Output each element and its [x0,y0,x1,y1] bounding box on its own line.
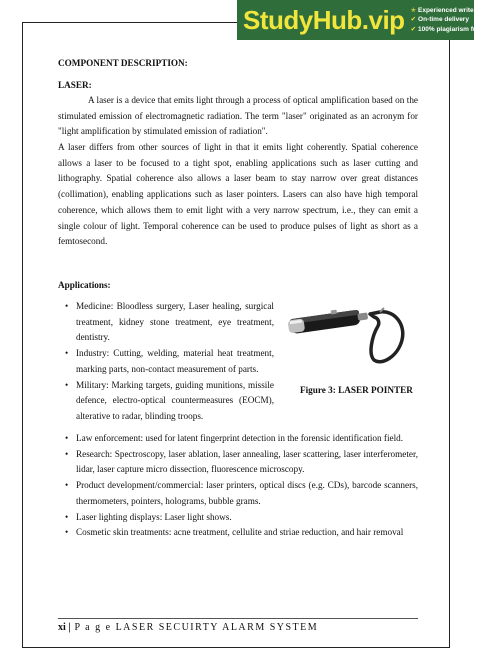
page-footer [58,622,318,633]
page-label: P a g e [74,622,112,633]
list-item: • Industry: Cutting, welding, material heat treatment, marking parts, non-contact measurement of parts. [76,346,274,377]
check-icon: ✔ [410,16,417,24]
document-title: LASER SECUIRTY ALARM SYSTEM [115,622,319,633]
applications-list-bottom [64,431,418,541]
brand-logo: StudyHub.vip [243,4,405,35]
check-icon: ✔ [410,25,417,33]
list-item: • Military: Marking targets, guiding munitions, missile defence, electro-optical countermeasures (EOCM), alterative to radar, blinding troops. [76,378,274,425]
figure-caption: Figure 3: LASER POINTER [300,385,413,395]
section-title: COMPONENT DESCRIPTION: [58,58,188,68]
studyhub-banner[interactable] [237,0,483,40]
applications-list-top [64,299,274,425]
laser-heading: LASER: [58,80,92,90]
laser-pointer-image [282,290,412,375]
list-item: • Research: Spectroscopy, laser ablation, laser annealing, laser scattering, laser interferometer, lidar, laser capture micro dissection, fluorescence microscopy. [76,447,418,478]
footer-divider [58,618,418,619]
applications-heading: Applications: [58,280,111,290]
feature-item: ✭ Experienced writers [410,6,480,14]
list-item: • Product development/commercial: laser printers, optical discs (e.g. CDs), barcode scanners, thermometers, pointers, holograms, bubble grams. [76,478,418,509]
list-item: • Law enforcement: used for latent fingerprint detection in the forensic identification field. [76,431,418,447]
page-number: xi | [58,622,71,633]
feature-item: ✔ 100% plagiarism free [410,25,483,33]
intro-paragraph: A laser is a device that emits light through a process of optical amplification based on the stimulated emission of electromagnetic radiation. The term "laser" originated as an acronym for "light amplification by stimulated emission of radiation". [58,95,418,137]
coherence-paragraph: A laser differs from other sources of light in that it emits light coherently. Spatial coherence allows a laser to be focused to a tight spot, enabling applications such as laser cutting and lithography. Spatial coherence also allows a laser beam to stay narrow over great distances (collimation), enabling applications such as laser pointers. Lasers can also have high temporal coherence, which allows them to emit light with a very narrow spectrum, i.e., they can emit a single colour of light. Temporal coherence can be used to produce pulses of light as short as a femtosecond. [58,142,418,247]
list-item: • Cosmetic skin treatments: acne treatment, cellulite and striae reduction, and hair removal [76,525,418,541]
feature-list [411,6,483,35]
list-item: • Medicine: Bloodless surgery, Laser healing, surgical treatment, kidney stone treatment, eye treatment, dentistry. [76,299,274,346]
list-item: • Laser lighting displays: Laser light shows. [76,510,418,526]
star-icon: ✭ [410,6,417,14]
feature-item: ✔ On-time delivery [410,16,469,24]
